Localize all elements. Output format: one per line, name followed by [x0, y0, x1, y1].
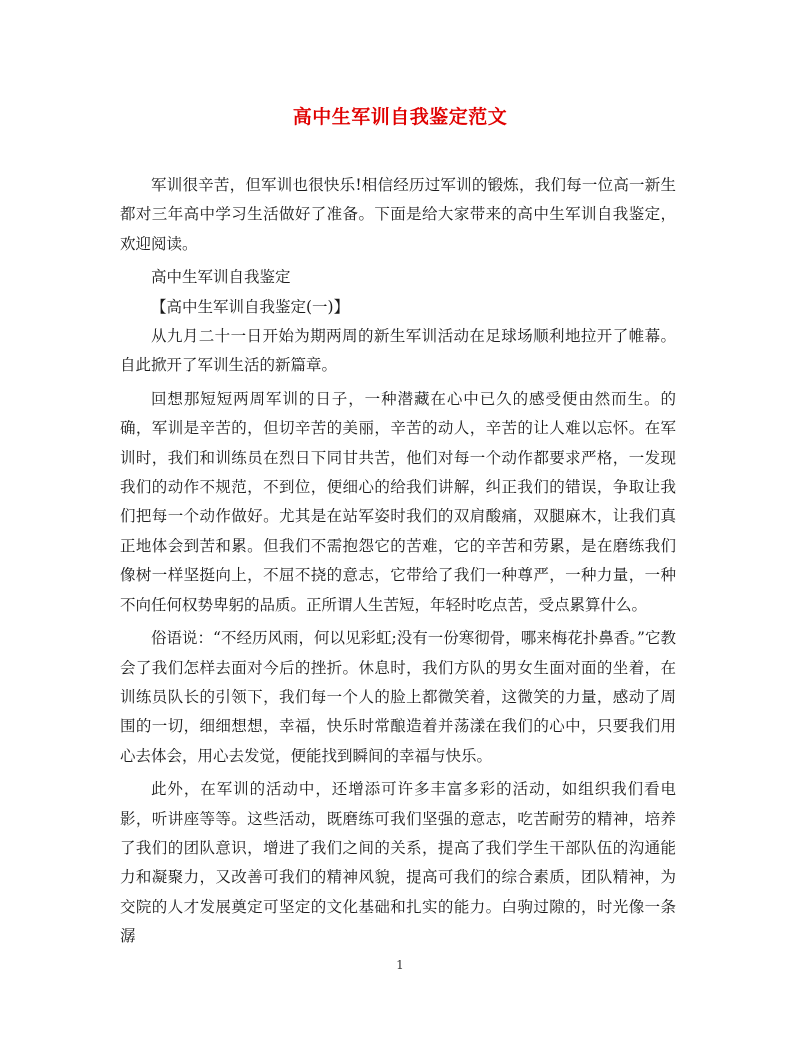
intro-paragraph: 军训很辛苦，但军训也很快乐!相信经历过军训的锻炼，我们每一位高一新生都对三年高中学习生活做好了准备。下面是给大家带来的高中生军训自我鉴定，欢迎阅读。: [120, 176, 676, 253]
body-paragraph: 此外，在军训的活动中，还增添可许多丰富多彩的活动，如组织我们看电影，听讲座等等。这些活动，既磨练可我们坚强的意志，吃苦耐劳的精神，培养了我们的团队意识，增进了我们之间的关系，提高了我们学生干部队伍的沟通能力和凝聚力，又改善可我们的精神风貌，提高可我们的综合素质，团队精神，为交院的人才发展奠定可坚定的文化基础和扎实的能力。白驹过隙的，时光像一条潺: [120, 780, 676, 946]
body-paragraph: 从九月二十一日开始为期两周的新生军训活动在足球场顺利地拉开了帷幕。自此掀开了军训生活的新篇章。: [120, 327, 676, 375]
page-number: 1: [396, 958, 404, 972]
section-heading: 高中生军训自我鉴定: [151, 268, 291, 287]
subsection-heading: 【高中生军训自我鉴定(一)】: [151, 297, 350, 316]
document-title: 高中生军训自我鉴定范文: [292, 106, 508, 128]
document-body: [120, 171, 676, 952]
body-paragraph: 俗语说：“不经历风雨，何以见彩虹;没有一份寒彻骨，哪来梅花扑鼻香。”它教会了我们怎样去面对今后的挫折。休息时，我们方队的男女生面对面的坐着，在训练员队长的引领下，我们每一个人的脸上都微笑着，这微笑的力量，感动了周围的一切，细细想想，幸福，快乐时常酿造着并荡漾在我们的心中，只要我们用心去体会，用心去发觉，便能找到瞬间的幸福与快乐。: [120, 629, 676, 765]
body-paragraph: 回想那短短两周军训的日子，一种潜藏在心中已久的感受便由然而生。的确，军训是辛苦的，但切辛苦的美丽，辛苦的动人，辛苦的让人难以忘怀。在军训时，我们和训练员在烈日下同甘共苦，他们对每一个动作都要求严格，一发现我们的动作不规范，不到位，便细心的给我们讲解，纠正我们的错误，争取让我们把每一个动作做好。尤其是在站军姿时我们的双肩酸痛，双腿麻木，让我们真正地体会到苦和累。但我们不需抱怨它的苦难，它的辛苦和劳累，是在磨练我们像树一样坚挺向上，不屈不挠的意志，它带给了我们一种尊严，一种力量，一种不向任何权势卑躬的品质。正所谓人生苦短，年轻时吃点苦，受点累算什么。: [120, 389, 676, 614]
